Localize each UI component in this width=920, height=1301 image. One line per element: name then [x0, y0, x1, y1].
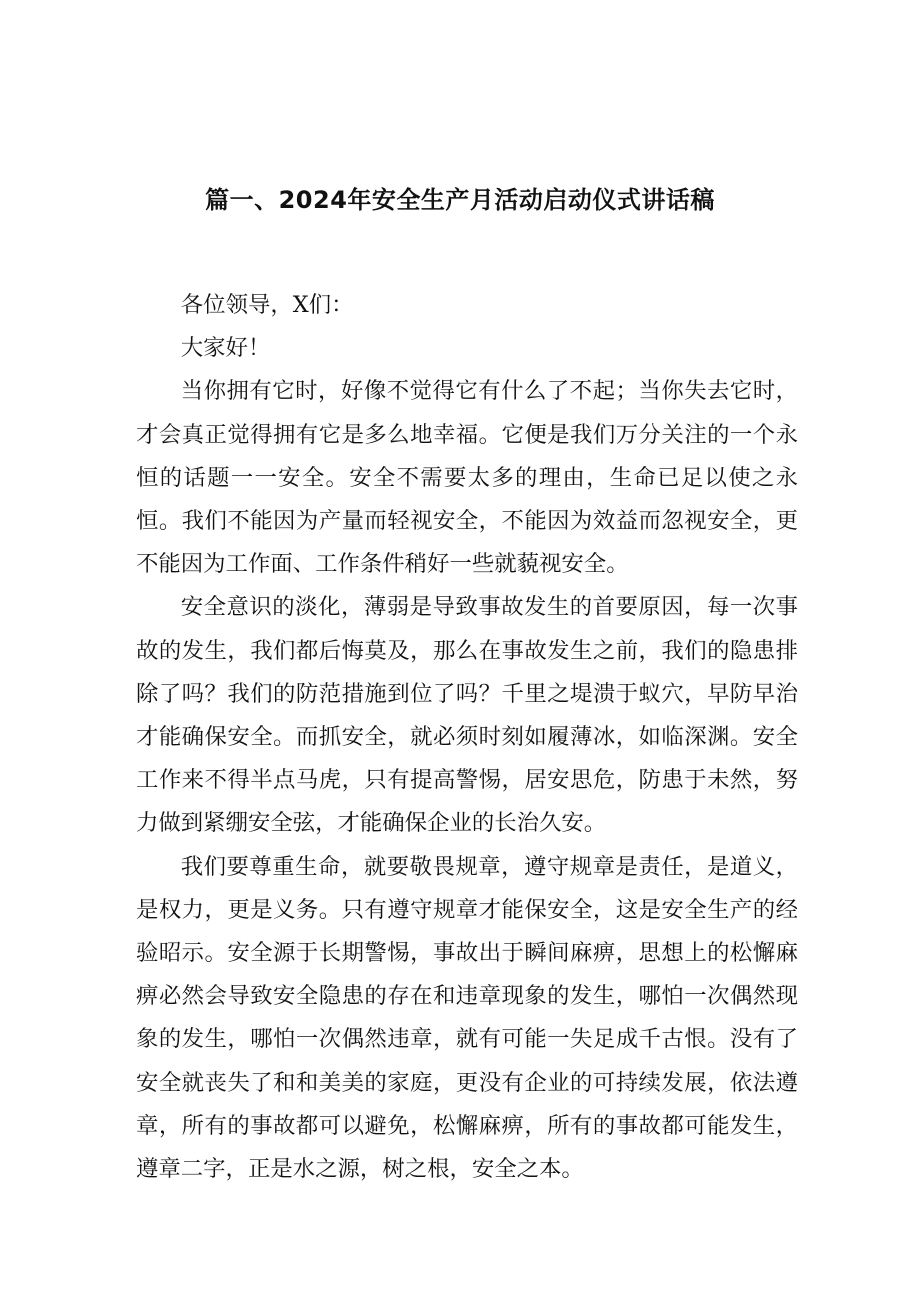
greeting: 大家好！	[180, 335, 271, 362]
paragraph-3: 我们要尊重生命，就要敬畏规章，遵守规章是责任，是道义，是权力，更是义务。只有遵守规章才能保安全，这是安全生产的经验昭示。安全源于长期警惕，事故出于瞬间麻痹，思想上的松懈麻痹必然会导致安全隐患的存在和违章现象的发生，哪怕一次偶然现象的发生，哪怕一次偶然违章，就有可能一失足成千古恨。没有了安全就丧失了和和美美的家庭，更没有企业的可持续发展，依法遵章，所有的事故都可以避免，松懈麻痹，所有的事故都可能发生，遵章二字，正是水之源，树之根，安全之本。	[136, 853, 798, 1183]
document-title: 篇一、2024年安全生产月活动启动仪式讲话稿	[205, 186, 715, 214]
document-body	[136, 284, 798, 1191]
paragraph-1: 当你拥有它时，好像不觉得它有什么了不起；当你失去它时，才会真正觉得拥有它是多么地幸福。它便是我们万分关注的一个永恒的话题一一安全。安全不需要太多的理由，生命已足以使之永恒。我们不能因为产量而轻视安全，不能因为效益而忽视安全，更不能因为工作面、工作条件稍好一些就藐视安全。	[136, 378, 798, 578]
salutation: 各位领导，X们：	[180, 292, 354, 318]
paragraph-2: 安全意识的淡化，薄弱是导致事故发生的首要原因，每一次事故的发生，我们都后悔莫及，那么在事故发生之前，我们的隐患排除了吗？我们的防范措施到位了吗？千里之堤溃于蚁穴，早防早治才能确保安全。而抓安全，就必须时刻如履薄冰，如临深渊。安全工作来不得半点马虎，只有提高警惕，居安思危，防患于未然，努力做到紧绷安全弦，才能确保企业的长治久安。	[136, 594, 798, 837]
